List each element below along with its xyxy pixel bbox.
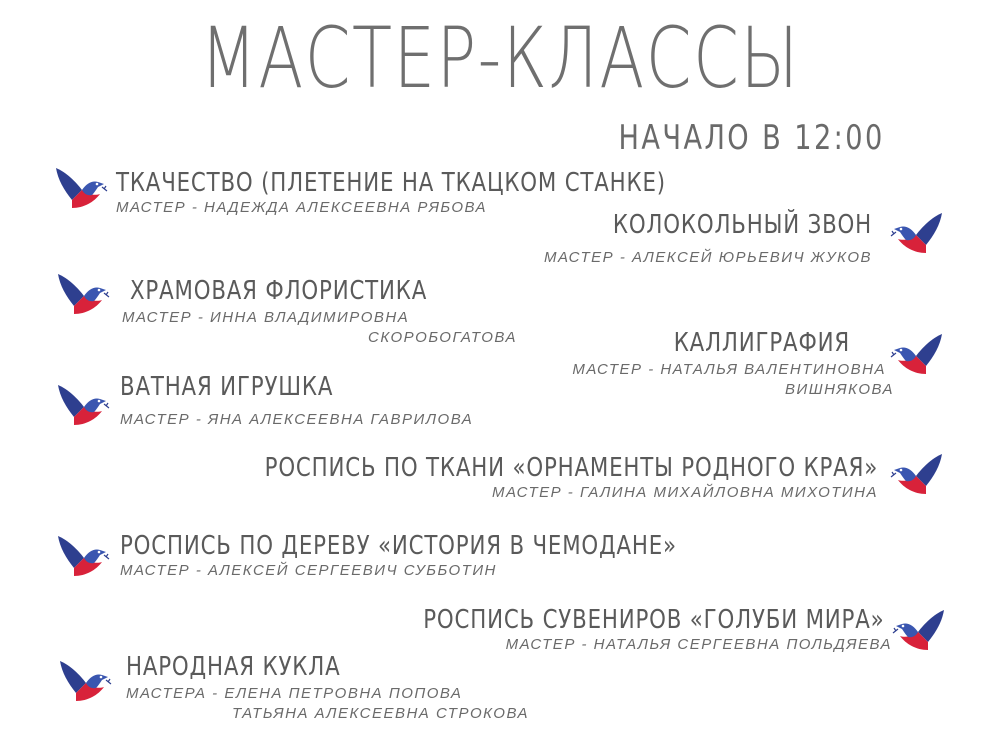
class-master: МАСТЕР - ИННА ВЛАДИМИРОВНА	[122, 309, 410, 326]
class-name: КАЛЛИГРАФИЯ	[673, 328, 850, 358]
dove-icon	[892, 602, 948, 654]
class-master-line2: ТАТЬЯНА АЛЕКСЕЕВНА СТРОКОВА	[232, 705, 529, 722]
class-master: МАСТЕР - НАТАЛЬЯ ВАЛЕНТИНОВНА	[572, 361, 886, 378]
class-master-block	[572, 360, 894, 400]
class-item	[544, 210, 872, 268]
class-master: МАСТЕР - ГАЛИНА МИХАЙЛОВНА МИХОТИНА	[491, 484, 878, 501]
dove-icon	[56, 653, 112, 705]
class-master: МАСТЕР - НАТАЛЬЯ СЕРГЕЕВНА ПОЛЬДЯЕВА	[505, 636, 892, 653]
class-name: РОСПИСЬ СУВЕНИРОВ «ГОЛУБИ МИРА»	[422, 605, 884, 635]
class-master-line2: ВИШНЯКОВА	[785, 381, 894, 398]
class-master-line2: СКОРОБОГАТОВА	[368, 329, 517, 346]
dove-icon	[54, 266, 110, 318]
dove-icon	[890, 326, 946, 378]
class-item	[130, 453, 878, 503]
dove-icon	[890, 205, 946, 257]
class-name: КОЛОКОЛЬНЫЙ ЗВОН	[612, 210, 872, 240]
class-name: РОСПИСЬ ПО ТКАНИ «ОРНАМЕНТЫ РОДНОГО КРАЯ»	[264, 453, 878, 483]
dove-icon	[54, 377, 110, 429]
class-master-block	[122, 308, 517, 348]
dove-icon	[54, 528, 110, 580]
class-master: МАСТЕР - АЛЕКСЕЙ СЕРГЕЕВИЧ СУББОТИН	[120, 562, 497, 579]
class-master: МАСТЕР - НАДЕЖДА АЛЕКСЕЕВНА РЯБОВА	[116, 199, 488, 216]
class-name: РОСПИСЬ ПО ДЕРЕВУ «ИСТОРИЯ В ЧЕМОДАНЕ»	[120, 531, 677, 561]
class-item	[635, 328, 850, 358]
start-time: НАЧАЛО В 12:00	[618, 118, 885, 158]
dove-icon	[890, 446, 946, 498]
class-master: МАСТЕР - АЛЕКСЕЙ ЮРЬЕВИЧ ЖУКОВ	[544, 249, 872, 266]
class-name: НАРОДНАЯ КУКЛА	[126, 652, 341, 682]
class-item	[126, 652, 529, 724]
class-name: ВАТНАЯ ИГРУШКА	[120, 372, 334, 402]
dove-icon	[52, 160, 108, 212]
class-item	[322, 605, 893, 655]
page-title: МАСТЕР-КЛАССЫ	[200, 9, 800, 107]
class-master: МАСТЕРА - ЕЛЕНА ПЕТРОВНА ПОПОВА	[126, 685, 463, 702]
class-item	[120, 531, 799, 581]
class-master: МАСТЕР - ЯНА АЛЕКСЕЕВНА ГАВРИЛОВА	[120, 411, 474, 428]
class-item	[130, 276, 492, 306]
class-name: ХРАМОВАЯ ФЛОРИСТИКА	[130, 276, 428, 306]
class-item	[120, 372, 473, 430]
class-name: ТКАЧЕСТВО (ПЛЕТЕНИЕ НА ТКАЦКОМ СТАНКЕ)	[116, 168, 666, 198]
